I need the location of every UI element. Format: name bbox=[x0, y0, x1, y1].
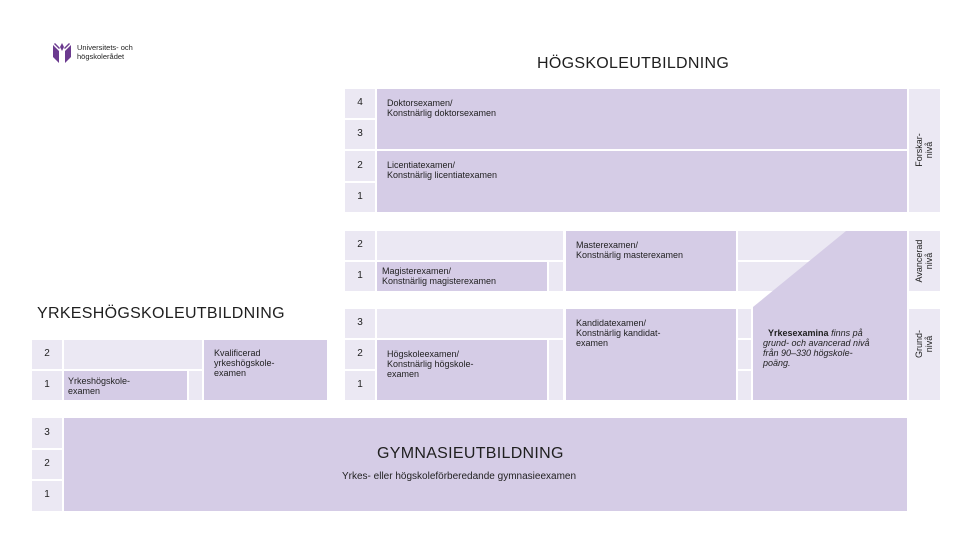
level-number: 2 bbox=[357, 239, 363, 250]
kandidat-label: Kandidatexamen/ Konstnärlig kandidat- examen bbox=[576, 318, 661, 348]
gymnasie-cell bbox=[64, 418, 907, 511]
forskar-side-label: Forskar- nivå bbox=[914, 133, 934, 167]
logo-text-line1: Universitets- och bbox=[77, 43, 133, 52]
grund-side-label: Grund- nivå bbox=[914, 330, 934, 359]
level-number: 3 bbox=[44, 427, 50, 438]
licentiat-label: Licentiatexamen/ Konstnärlig licentiatexamen bbox=[387, 160, 498, 180]
hogskole-empty-cell bbox=[549, 340, 563, 400]
yh-title: YRKESHÖGSKOLEUTBILDNING bbox=[37, 305, 285, 322]
hogskola-title: HÖGSKOLEUTBILDNING bbox=[537, 55, 730, 72]
yh-empty-cell bbox=[64, 340, 202, 369]
yrkesexamina-shape bbox=[753, 231, 907, 400]
yrkeshogskole-label: Yrkeshögskole- examen bbox=[68, 376, 131, 396]
level-number: 3 bbox=[357, 128, 363, 139]
doktor-label: Doktorsexamen/ Konstnärlig doktorsexamen bbox=[387, 98, 497, 118]
yrkesexamina-text: finns på grund- och avancerad nivå från 90–330 högskole- poäng. bbox=[763, 328, 870, 368]
level-number: 1 bbox=[357, 379, 363, 390]
gymnasie-title: GYMNASIEUTBILDNING bbox=[377, 445, 564, 462]
level-number: 2 bbox=[44, 458, 50, 469]
logo-text-line2: högskolerådet bbox=[77, 52, 125, 61]
gymnasie-subtitle: Yrkes- eller högskoleförberedande gymnasieexamen bbox=[342, 471, 577, 482]
level-number: 1 bbox=[357, 270, 363, 281]
level-number: 4 bbox=[357, 97, 363, 108]
level-number: 2 bbox=[44, 348, 50, 359]
magister-empty-cell bbox=[549, 262, 563, 291]
yrkeshogskole-empty-cell bbox=[189, 371, 202, 400]
master-label: Masterexamen/ Konstnärlig masterexamen bbox=[576, 240, 684, 260]
level-number: 1 bbox=[357, 191, 363, 202]
magister-label: Magisterexamen/ Konstnärlig magisterexamen bbox=[382, 266, 497, 286]
level-number: 1 bbox=[44, 379, 50, 390]
avancerad-empty-cell bbox=[377, 231, 563, 260]
logo bbox=[50, 40, 150, 66]
grund-fill-cell bbox=[738, 371, 751, 400]
kvalificerad-label: Kvalificerad yrkeshögskole- examen bbox=[214, 348, 275, 378]
logo-mark-icon bbox=[50, 41, 74, 65]
grund-fill-cell bbox=[738, 340, 751, 369]
yrkesexamina-label bbox=[763, 318, 870, 368]
level-number: 3 bbox=[357, 317, 363, 328]
grund-empty-cell bbox=[377, 309, 563, 338]
level-number: 1 bbox=[44, 489, 50, 500]
level-number: 2 bbox=[357, 348, 363, 359]
avancerad-side-label: Avancerad nivå bbox=[914, 239, 934, 283]
yrkesexamina-bold: Yrkesexamina bbox=[768, 328, 829, 338]
hogskole-label: Högskoleexamen/ Konstnärlig högskole- examen bbox=[387, 349, 474, 379]
grund-fill-cell bbox=[738, 309, 751, 338]
level-number: 2 bbox=[357, 160, 363, 171]
